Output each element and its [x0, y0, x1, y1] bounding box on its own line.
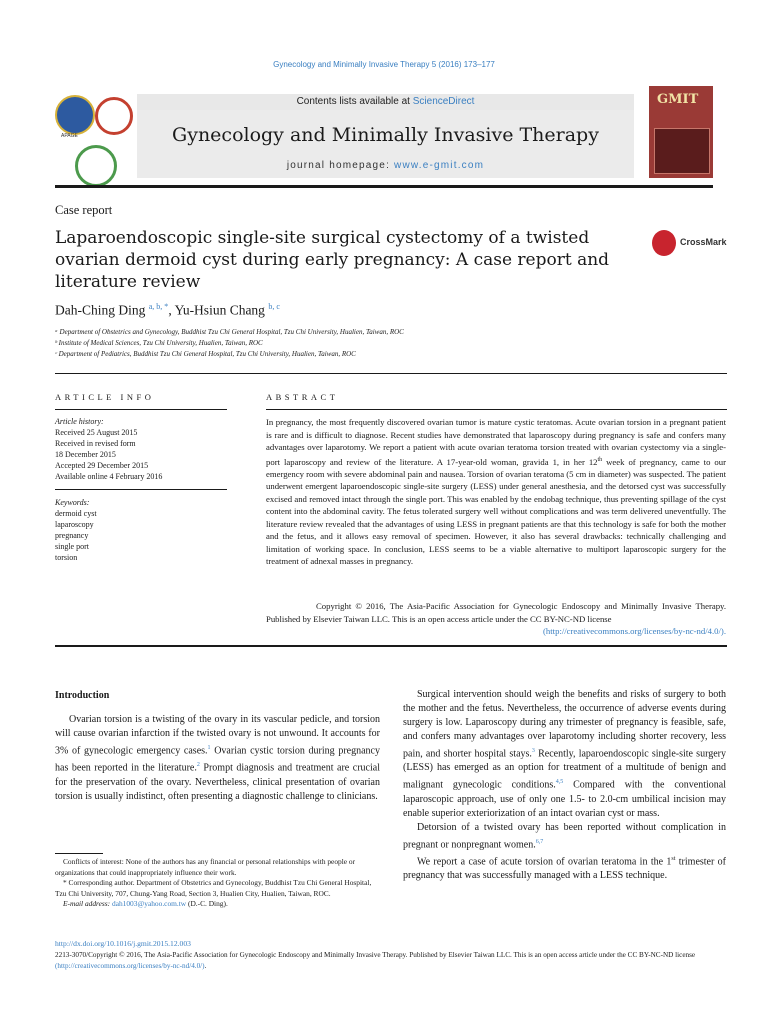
email-footnote: E-mail address: dah1003@yahoo.com.tw (D.-C. Ding).	[63, 899, 228, 908]
crossmark-label: CrossMark	[680, 237, 727, 247]
apage-logo	[55, 95, 95, 135]
paragraph: Ovarian torsion is a twisting of the ovary in its vascular pedicle, and torsion will cause ovarian infarction if the twisted ovary is not unwound. It accounts for 3% of gynecologic emergency cases.$^1$ Ovarian cystic torsion during pregnancy has been reported in the literature.$^2$ Prompt diagnosis and treatment are crucial for the preservation of the ovary. Nevertheless, clinical presentation of ovarian torsion is usually indistinct, often presenting a diagnostic challenge to clinicians.	[55, 714, 380, 802]
keyword-item: laparoscopy	[55, 520, 94, 529]
introduction-left-column	[55, 713, 380, 804]
apage-logo-caption: APAGE	[61, 133, 78, 139]
article-type: Case report	[55, 203, 113, 217]
keywords-block	[55, 497, 227, 563]
cover-photo	[654, 128, 710, 174]
author-affiliation-marks[interactable]: a, b, *	[148, 302, 169, 311]
article-history	[55, 416, 227, 482]
affiliation-rule	[55, 373, 727, 374]
history-item: Received in revised form	[55, 439, 136, 448]
keyword-item: dermoid cyst	[55, 509, 97, 518]
license-link[interactable]: (http://creativecommons.org/licenses/by-nc-nd/4.0/).	[543, 626, 726, 636]
history-item: Available online 4 February 2016	[55, 472, 163, 481]
keywords-label: Keywords:	[55, 498, 90, 507]
introduction-heading: Introduction	[55, 690, 110, 701]
journal-name: Gynecology and Minimally Invasive Therapy	[172, 124, 599, 146]
header-rule	[55, 185, 713, 188]
cover-title: GMIT	[657, 92, 699, 107]
society-logos	[55, 95, 130, 185]
author-list: Dah-Ching Ding $^{a, b, *}$, Yu-Hsiun Chang $^{b, c}$	[55, 302, 280, 318]
abstract-heading: ABSTRACT	[266, 392, 339, 402]
author-name[interactable]: Dah-Ching Ding	[55, 302, 146, 318]
keyword-item: torsion	[55, 553, 78, 562]
keyword-item: single port	[55, 542, 89, 551]
crossmark-icon	[652, 230, 676, 256]
corresponding-author-footnote: * Corresponding author. Department of Obstetrics and Gynecology, Buddhist Tzu Chi General Hospital, Tzu Chi University, 707, Chung-Yang Road, Section 3, Hualien City, Hualien, Taiwan, ROC.	[55, 878, 372, 898]
history-item: Received 25 August 2015	[55, 428, 138, 437]
issn-license-link[interactable]: (http://creativecommons.org/licenses/by-nc-nd/4.0/)	[55, 962, 205, 970]
keyword-item: pregnancy	[55, 531, 89, 540]
homepage-link[interactable]: www.e-gmit.com	[394, 160, 485, 171]
paragraph: Surgical intervention should weigh the benefits and risks of surgery to both the mother and the fetus. Nevertheless, the occurrence of adverse events during surgery is low. Laparoscopy during any trimester of pregnancy is feasible, safe, and confers many advantages over laparotomy including shorter recovery, less pain, and shorter hospital stays.$^3$ Recently, laparoendoscopic single-site surgery (LESS) has emerged as an option for treatment of a multitude of benign and malignant gynecologic conditions.$^{4,5}$ Compared with the conventional laparoscopic approach, use of only one 1.5- to 2.0-cm umbilical incision may enable superior exteriorization of an intact ovarian cyst or mass.	[403, 689, 726, 819]
doi-link[interactable]: http://dx.doi.org/10.1016/j.gmit.2015.12.003	[55, 939, 191, 948]
keywords-rule	[55, 489, 227, 490]
footnote-rule	[55, 853, 103, 854]
journal-citation[interactable]: Gynecology and Minimally Invasive Therapy 5 (2016) 173–177	[273, 60, 495, 69]
reference-link[interactable]: 4,5	[555, 779, 564, 786]
email-link[interactable]: dah1003@yahoo.com.tw	[112, 899, 187, 908]
abstract-rule	[266, 409, 727, 410]
article-info-heading: ARTICLE INFO	[55, 392, 155, 402]
paragraph: We report a case of acute torsion of ovarian teratoma in the 1st trimester of pregnancy that was successfully managed with a LESS technique.	[403, 855, 727, 882]
sciencedirect-link[interactable]: ScienceDirect	[412, 96, 475, 107]
reference-link[interactable]: 1	[207, 745, 211, 751]
reference-link[interactable]: 6,7	[535, 838, 544, 845]
abstract-text: In pregnancy, the most frequently discovered ovarian tumor is mature cystic teratomas. Acute ovarian torsion in a pregnant patient is rare and is difficult to diagnose. Recent studies have demonstrated that laparoscopy during pregnancy is safe and confers many advantages over laparotomy. We report a patient with acute ovarian teratoma torsion treated with ovarian cystectomy via a single-port laparoscopy and review of the literature. A 17-year-old woman, gravida 1, in her 12th week of pregnancy, came to our emergency room with severe abdominal pain and nausea. Torsion of ovarian teratoma (5 cm in diameter) was suspected. The patient underwent emergent laparoendoscopic single-site surgery (LESS) under general anesthesia, and the detorsed cyst was successfully excised and removed intact through the single port. This was enabled by the endobag technique, thus preventing spillage of the cyst content into the abdominal cavity. The fetus tolerated surgery well without complications and was term delivered uneventfully. The literature review revealed that the advantages of using LESS in pregnant patients are that this technology is safe for both the mother and the fetus, and it allows easy removal of specimen. However, it also has several drawbacks: technically challenging and limitation of working space. In conclusion, LESS seems to be a viable alternative to multiport laparoscopic surgery for the treatment of adnexal masses in pregnancy.	[266, 417, 726, 567]
journal-header	[137, 94, 634, 178]
affiliation-a: ᵃ Department of Obstetrics and Gynecology, Buddhist Tzu Chi General Hospital, Tzu Chi University, Hualien, Taiwan, ROC	[55, 328, 404, 336]
affiliation-b: ᵇ Institute of Medical Sciences, Tzu Chi University, Hualien, Taiwan, ROC	[55, 339, 263, 347]
history-item: Accepted 29 December 2015	[55, 461, 149, 470]
hospital-logo	[75, 145, 117, 187]
affiliation-c: ᶜ Department of Pediatrics, Buddhist Tzu Chi General Hospital, Tzu Chi University, Hualien, Taiwan, ROC	[55, 350, 356, 358]
abstract-bottom-rule	[55, 645, 727, 647]
history-label: Article history:	[55, 417, 104, 426]
abstract-copyright: Copyright © 2016, The Asia-Pacific Association for Gynecologic Endoscopy and Minimally Invasive Therapy. Published by Elsevier Taiwan LLC. This is an open access article under the CC BY-NC-ND license (http://creativecommons.org/licenses/by-nc-nd/4.0/).	[266, 601, 726, 636]
journal-banner	[137, 110, 634, 178]
issn-copyright: 2213-3070/Copyright © 2016, The Asia-Pacific Association for Gynecologic Endoscopy and Minimally Invasive Therapy. Published by Elsevier Taiwan LLC. This is an open access article under the CC BY-NC-ND license (http://creativecommons.org/licenses/by-nc-nd/4.0/).	[55, 951, 696, 970]
journal-homepage: journal homepage: www.e-gmit.com	[286, 160, 485, 171]
contents-availability: Contents lists available at ScienceDirect	[137, 94, 634, 110]
author-affiliation-marks[interactable]: b, c	[268, 302, 280, 311]
reference-link[interactable]: 3	[531, 748, 535, 754]
conflicts-footnote: Conflicts of interest: None of the authors has any financial or personal relationships with people or organizations that could inappropriately influence their work.	[55, 857, 356, 877]
article-info-rule	[55, 409, 227, 410]
reference-link[interactable]: 2	[196, 762, 200, 769]
journal-cover-image[interactable]	[649, 86, 713, 178]
paragraph: Detorsion of a twisted ovary has been reported without complication in pregnant or nonpregnant women.$^{6,7}$	[403, 821, 726, 850]
footnotes	[55, 857, 380, 910]
society-emblem-logo	[95, 97, 133, 135]
history-item: 18 December 2015	[55, 450, 116, 459]
author-name[interactable]: Yu-Hsiun Chang	[174, 302, 265, 318]
introduction-right-column	[403, 688, 726, 883]
article-title: Laparoendoscopic single-site surgical cystectomy of a twisted ovarian dermoid cyst during early pregnancy: A case report and literature review	[55, 228, 610, 292]
crossmark-button[interactable]	[652, 230, 732, 258]
